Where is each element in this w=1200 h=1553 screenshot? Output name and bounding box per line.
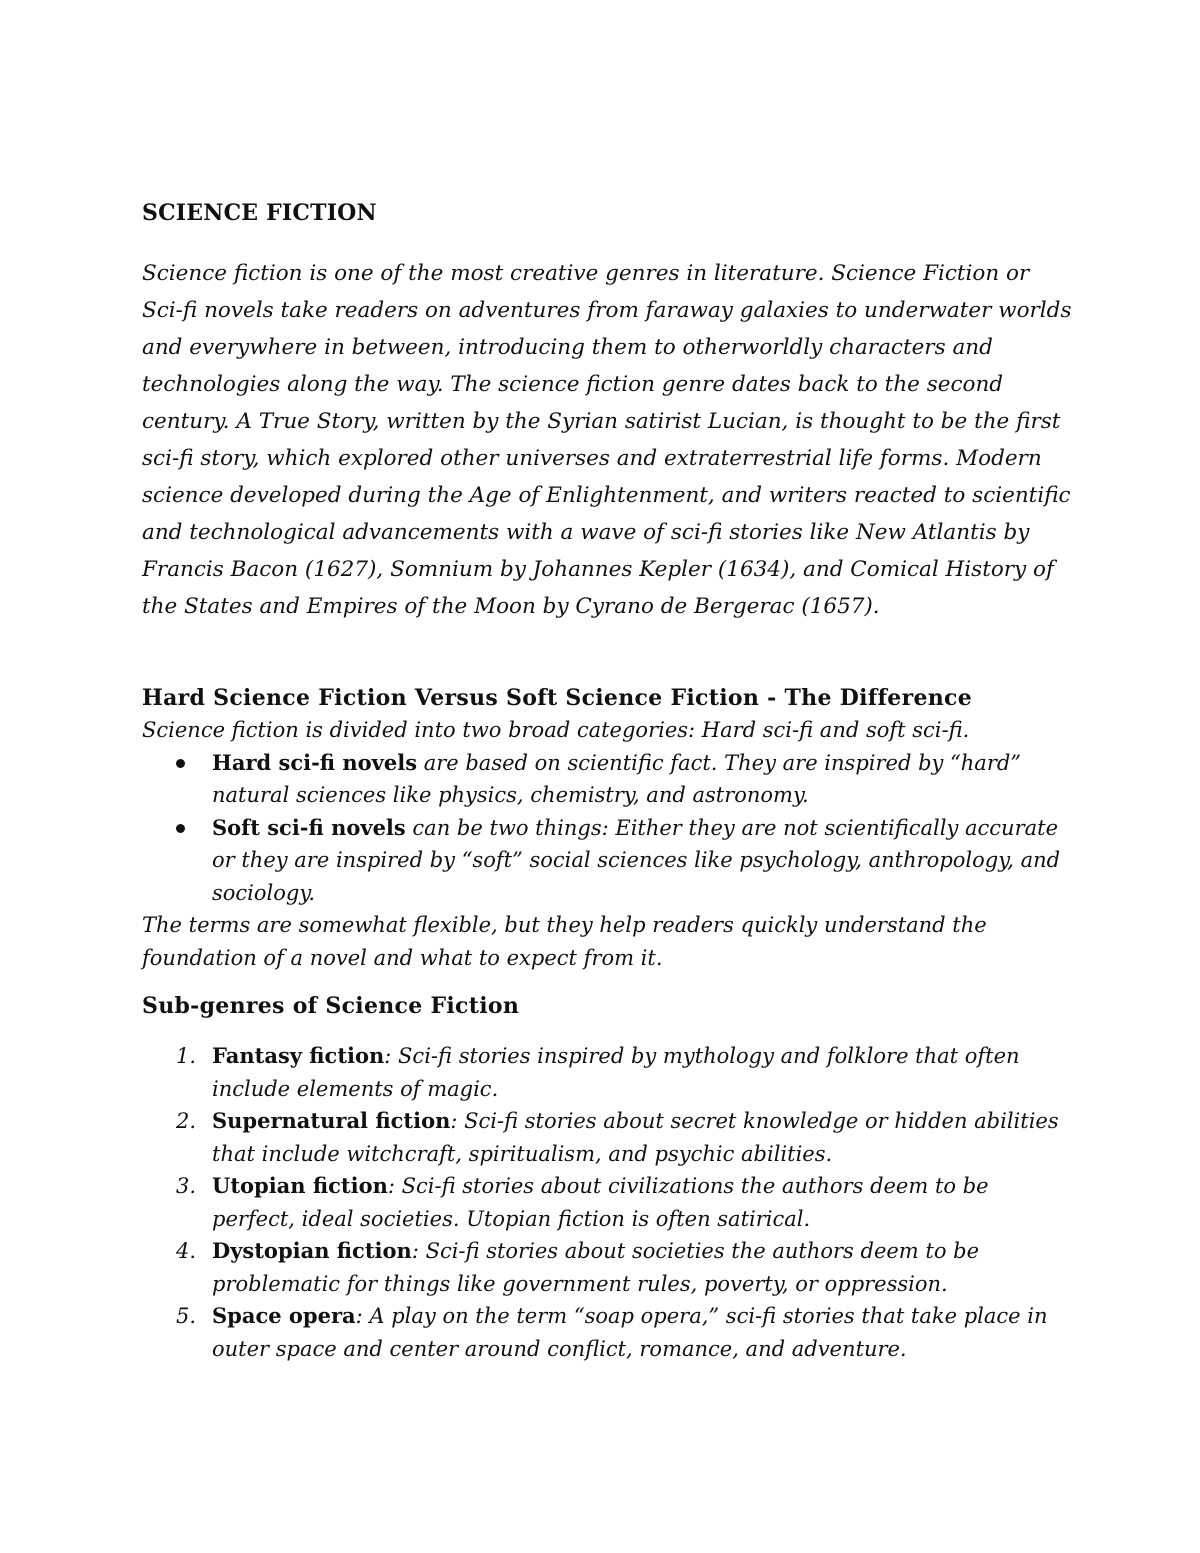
subgenres-heading: Sub-genres of Science Fiction xyxy=(142,993,520,1019)
subgenres-section xyxy=(142,990,1072,1365)
list-item-number: 2. xyxy=(176,1109,197,1133)
list-item-number: 4. xyxy=(176,1239,197,1263)
list-item xyxy=(142,1170,1072,1235)
list-item xyxy=(142,747,1072,812)
list-item-term: Dystopian fiction xyxy=(212,1238,412,1263)
hard-soft-lead: Science fiction is divided into two broad categories: Hard sci-fi and soft sci-fi. xyxy=(142,718,970,742)
hard-soft-heading: Hard Science Fiction Versus Soft Science Fiction - The Difference xyxy=(142,685,973,711)
list-item-desc: : Sci-fi stories about civilizations the authors deem to be perfect, ideal societies. Utopian fiction is often satirical. xyxy=(212,1174,989,1231)
list-item-term: Fantasy fiction xyxy=(212,1043,385,1068)
hard-soft-section xyxy=(142,682,1072,974)
bullet-icon xyxy=(176,759,185,768)
list-item xyxy=(142,1300,1072,1365)
list-item-desc: : Sci-fi stories inspired by mythology and folklore that often include elements of magic. xyxy=(212,1044,1020,1101)
subgenre-list xyxy=(142,1040,1072,1365)
list-item-term: Hard sci-fi novels xyxy=(212,749,418,775)
list-item-desc: : A play on the term “soap opera,” sci-fi stories that take place in outer space and center around conflict, romance, and adventure. xyxy=(212,1304,1048,1361)
document-title: SCIENCE FICTION xyxy=(142,200,377,226)
list-item-desc: are based on scientific fact. They are inspired by “hard” natural sciences like physics, chemistry, and astronomy. xyxy=(212,750,1022,807)
list-item xyxy=(142,812,1072,910)
list-item-term: Soft sci-fi novels xyxy=(212,814,406,840)
list-item-term: Supernatural fiction xyxy=(212,1108,451,1133)
list-item-desc: : Sci-fi stories about secret knowledge or hidden abilities that include witchcraft, spiritualism, and psychic abilities. xyxy=(212,1109,1059,1166)
category-bullet-list xyxy=(142,747,1072,910)
list-item-number: 1. xyxy=(176,1044,197,1068)
list-item xyxy=(142,1235,1072,1300)
list-item xyxy=(142,1040,1072,1105)
bullet-icon xyxy=(176,824,185,833)
list-item-desc: can be two things: Either they are not scientifically accurate or they are inspired by “soft” social sciences like psychology, anthropology, and sociology. xyxy=(212,815,1061,905)
intro-paragraph: Science fiction is one of the most creative genres in literature. Science Fiction or Sci-fi novels take readers on adventures from faraway galaxies to underwater worlds and everywhere in between, introducing them to otherworldly characters and technologies along the way. The science fiction genre dates back to the second century. A True Story, written by the Syrian satirist Lucian, is thought to be the first sci-fi story, which explored other universes and extraterrestrial life forms. Modern science developed during the Age of Enlightenment, and writers reacted to scientific and technological advancements with a wave of sci-fi stories like New Atlantis by Francis Bacon (1627), Somnium by Johannes Kepler (1634), and Comical History of the States and Empires of the Moon by Cyrano de Bergerac (1657). xyxy=(142,261,1072,619)
list-item-number: 3. xyxy=(176,1174,197,1198)
hard-soft-closing: The terms are somewhat flexible, but they help readers quickly understand the foundation of a novel and what to expect from it. xyxy=(142,913,987,970)
list-item-term: Utopian fiction xyxy=(212,1173,388,1198)
list-item xyxy=(142,1105,1072,1170)
list-item-number: 5. xyxy=(176,1304,197,1328)
list-item-desc: : Sci-fi stories about societies the authors deem to be problematic for things like government rules, poverty, or oppression. xyxy=(212,1239,980,1296)
list-item-term: Space opera xyxy=(212,1303,356,1328)
